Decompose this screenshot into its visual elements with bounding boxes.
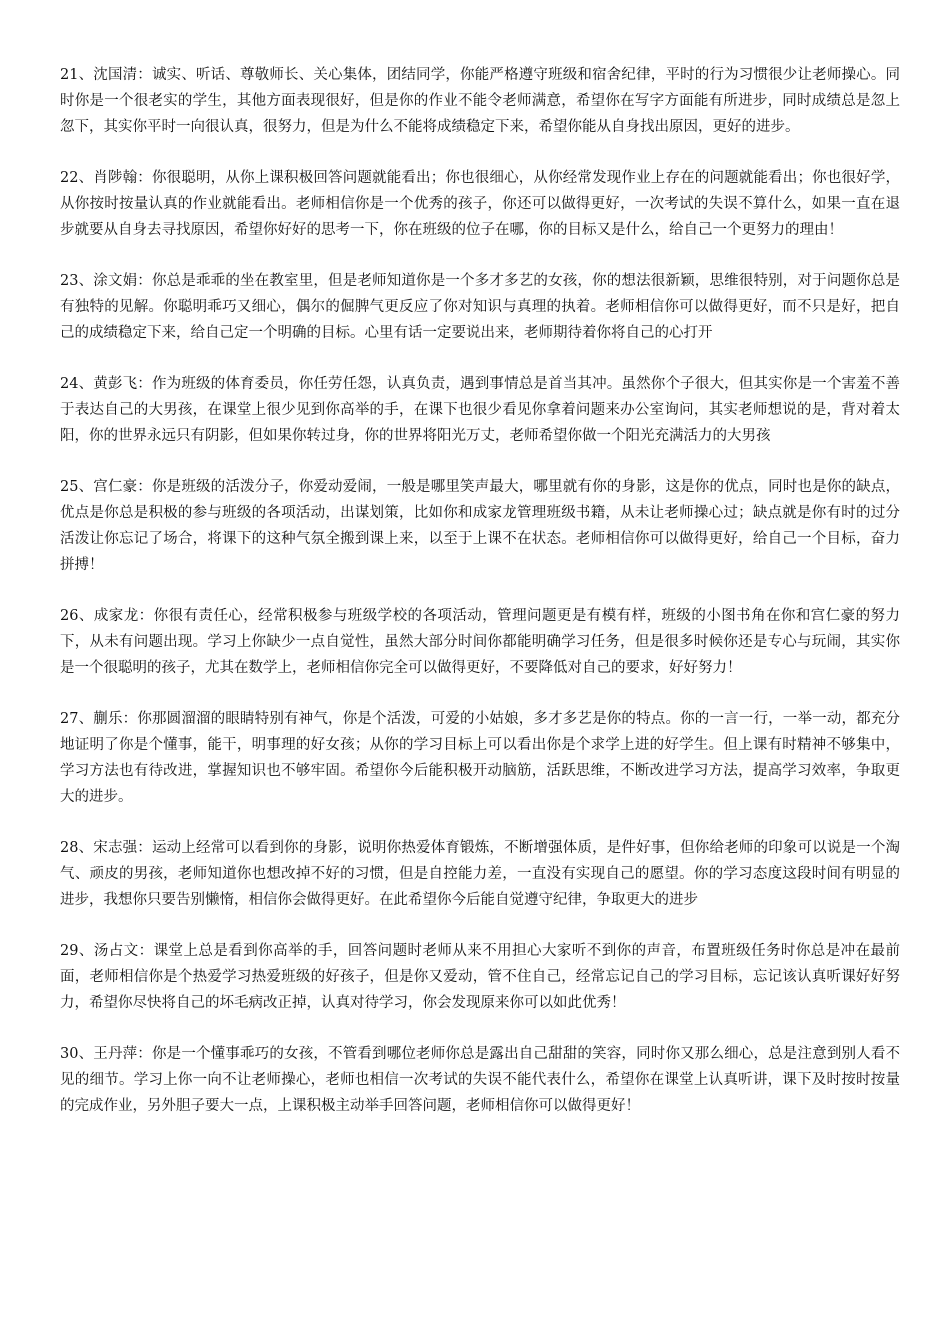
comment-text: 诚实、听话、尊敬师长、关心集体，团结同学，你能严格遵守班级和宿舍纪律，平时的行为习惯很少让老师操心。同时你是一个很老实的学生，其他方面表现很好，但是你的作业不能令老师满意，希望你在写字方面能有所进步，同时成绩总是忽上忽下，其实你平时一向很认真，很努力，但是为什么不能将成绩稳定下来，希望你能从自身找出原因，更好的进步。 xyxy=(60,67,901,135)
student-name: 22、肖陟翰： xyxy=(60,170,152,186)
student-name: 24、黄彭飞： xyxy=(60,376,152,392)
document-page xyxy=(60,62,900,1144)
comment-text: 你是一个懂事乖巧的女孩，不管看到哪位老师你总是露出自己甜甜的笑容，同时你又那么细心，总是注意到别人看不见的细节。学习上你一向不让老师操心，老师也相信一次考试的失误不能代表什么，希望你在课堂上认真听讲，课下及时按时按量的完成作业，另外胆子要大一点，上课积极主动举手回答问题，老师相信你可以做得更好！ xyxy=(60,1046,901,1114)
comment-text: 你很有责任心，经常积极参与班级学校的各项活动，管理问题更是有模有样，班级的小图书角在你和宫仁豪的努力下，从未有问题出现。学习上你缺少一点自觉性，虽然大部分时间你都能明确学习任务，但是很多时候你还是专心与玩闹，其实你是一个很聪明的孩子，尤其在数学上，老师相信你完全可以做得更好，不要降低对自己的要求，好好努力！ xyxy=(60,608,900,676)
comment-entry-28 xyxy=(60,835,900,913)
comment-entry-22 xyxy=(60,165,900,243)
student-name: 30、王丹萍： xyxy=(60,1046,152,1062)
comment-entry-23 xyxy=(60,268,900,346)
comment-entry-21 xyxy=(60,62,900,140)
comment-text: 运动上经常可以看到你的身影，说明你热爱体育锻炼，不断增强体质，是件好事，但你给老师的印象可以说是一个淘气、顽皮的男孩，老师知道你也想改掉不好的习惯，但是自控能力差，一直没有实现自己的愿望。你的学习态度这段时间有明显的进步，我想你只要告别懒惰，相信你会做得更好。在此希望你今后能自觉遵守纪律，争取更大的进步 xyxy=(60,840,901,908)
student-name: 27、蒯乐： xyxy=(60,711,138,727)
comment-entry-27 xyxy=(60,706,900,810)
student-name: 23、涂文娟： xyxy=(60,273,152,289)
comment-entry-29 xyxy=(60,938,900,1016)
comment-entry-25 xyxy=(60,474,900,578)
comment-text: 作为班级的体育委员，你任劳任怨，认真负责，遇到事情总是首当其冲。虽然你个子很大，但其实你是一个害羞不善于表达自己的大男孩，在课堂上很少见到你高举的手，在课下也很少看见你拿着问题来办公室询问，其实老师想说的是，背对着太阳，你的世界永远只有阴影，但如果你转过身，你的世界将阳光万丈，老师希望你做一个阳光充满活力的大男孩 xyxy=(60,376,901,444)
student-name: 21、沈国清： xyxy=(60,67,152,83)
comment-entry-24 xyxy=(60,371,900,449)
student-name: 26、成家龙： xyxy=(60,608,154,624)
comment-text: 你很聪明，从你上课积极回答问题就能看出；你也很细心，从你经常发现作业上存在的问题就能看出；你也很好学，从你按时按量认真的作业就能看出。老师相信你是一个优秀的孩子，你还可以做得更好，一次考试的失误不算什么，如果一直在退步就要从自身去寻找原因，希望你好好的思考一下，你在班级的位子在哪，你的目标又是什么，给自己一个更努力的理由！ xyxy=(60,170,901,238)
comment-text: 你是班级的活泼分子，你爱动爱闹，一般是哪里笑声最大，哪里就有你的身影，这是你的优点，同时也是你的缺点，优点是你总是积极的参与班级的各项活动，出谋划策，比如你和成家龙管理班级书籍，从未让老师操心过；缺点就是你有时的过分活泼让你忘记了场合，将课下的这种气氛全搬到课上来，以至于上课不在状态。老师相信你可以做得更好，给自己一个目标，奋力拼搏！ xyxy=(60,479,901,573)
student-name: 25、宫仁豪： xyxy=(60,479,152,495)
comment-text: 课堂上总是看到你高举的手，回答问题时老师从来不用担心大家听不到你的声音，布置班级任务时你总是冲在最前面，老师相信你是个热爱学习热爱班级的好孩子，但是你又爱动，管不住自己，经常忘记自己的学习目标，忘记该认真听课好好努力，希望你尽快将自己的坏毛病改正掉，认真对待学习，你会发现原来你可以如此优秀！ xyxy=(60,943,900,1011)
comment-text: 你总是乖乖的坐在教室里，但是老师知道你是一个多才多艺的女孩，你的想法很新颖，思维很特别，对于问题你总是有独特的见解。你聪明乖巧又细心，偶尔的倔脾气更反应了你对知识与真理的执着。老师相信你可以做得更好，而不只是好，把自己的成绩稳定下来，给自己定一个明确的目标。心里有话一定要说出来，老师期待着你将自己的心打开 xyxy=(60,273,901,341)
comment-text: 你那圆溜溜的眼睛特别有神气，你是个活泼，可爱的小姑娘，多才多艺是你的特点。你的一言一行，一举一动，都充分地证明了你是个懂事，能干，明事理的好女孩；从你的学习目标上可以看出你是个求学上进的好学生。但上课有时精神不够集中，学习方法也有待改进，掌握知识也不够牢固。希望你今后能积极开动脑筋，活跃思维，不断改进学习方法，提高学习效率，争取更大的进步。 xyxy=(60,711,901,805)
student-name: 28、宋志强： xyxy=(60,840,152,856)
comment-entry-30 xyxy=(60,1041,900,1119)
student-name: 29、汤占文： xyxy=(60,943,154,959)
comment-entry-26 xyxy=(60,603,900,681)
